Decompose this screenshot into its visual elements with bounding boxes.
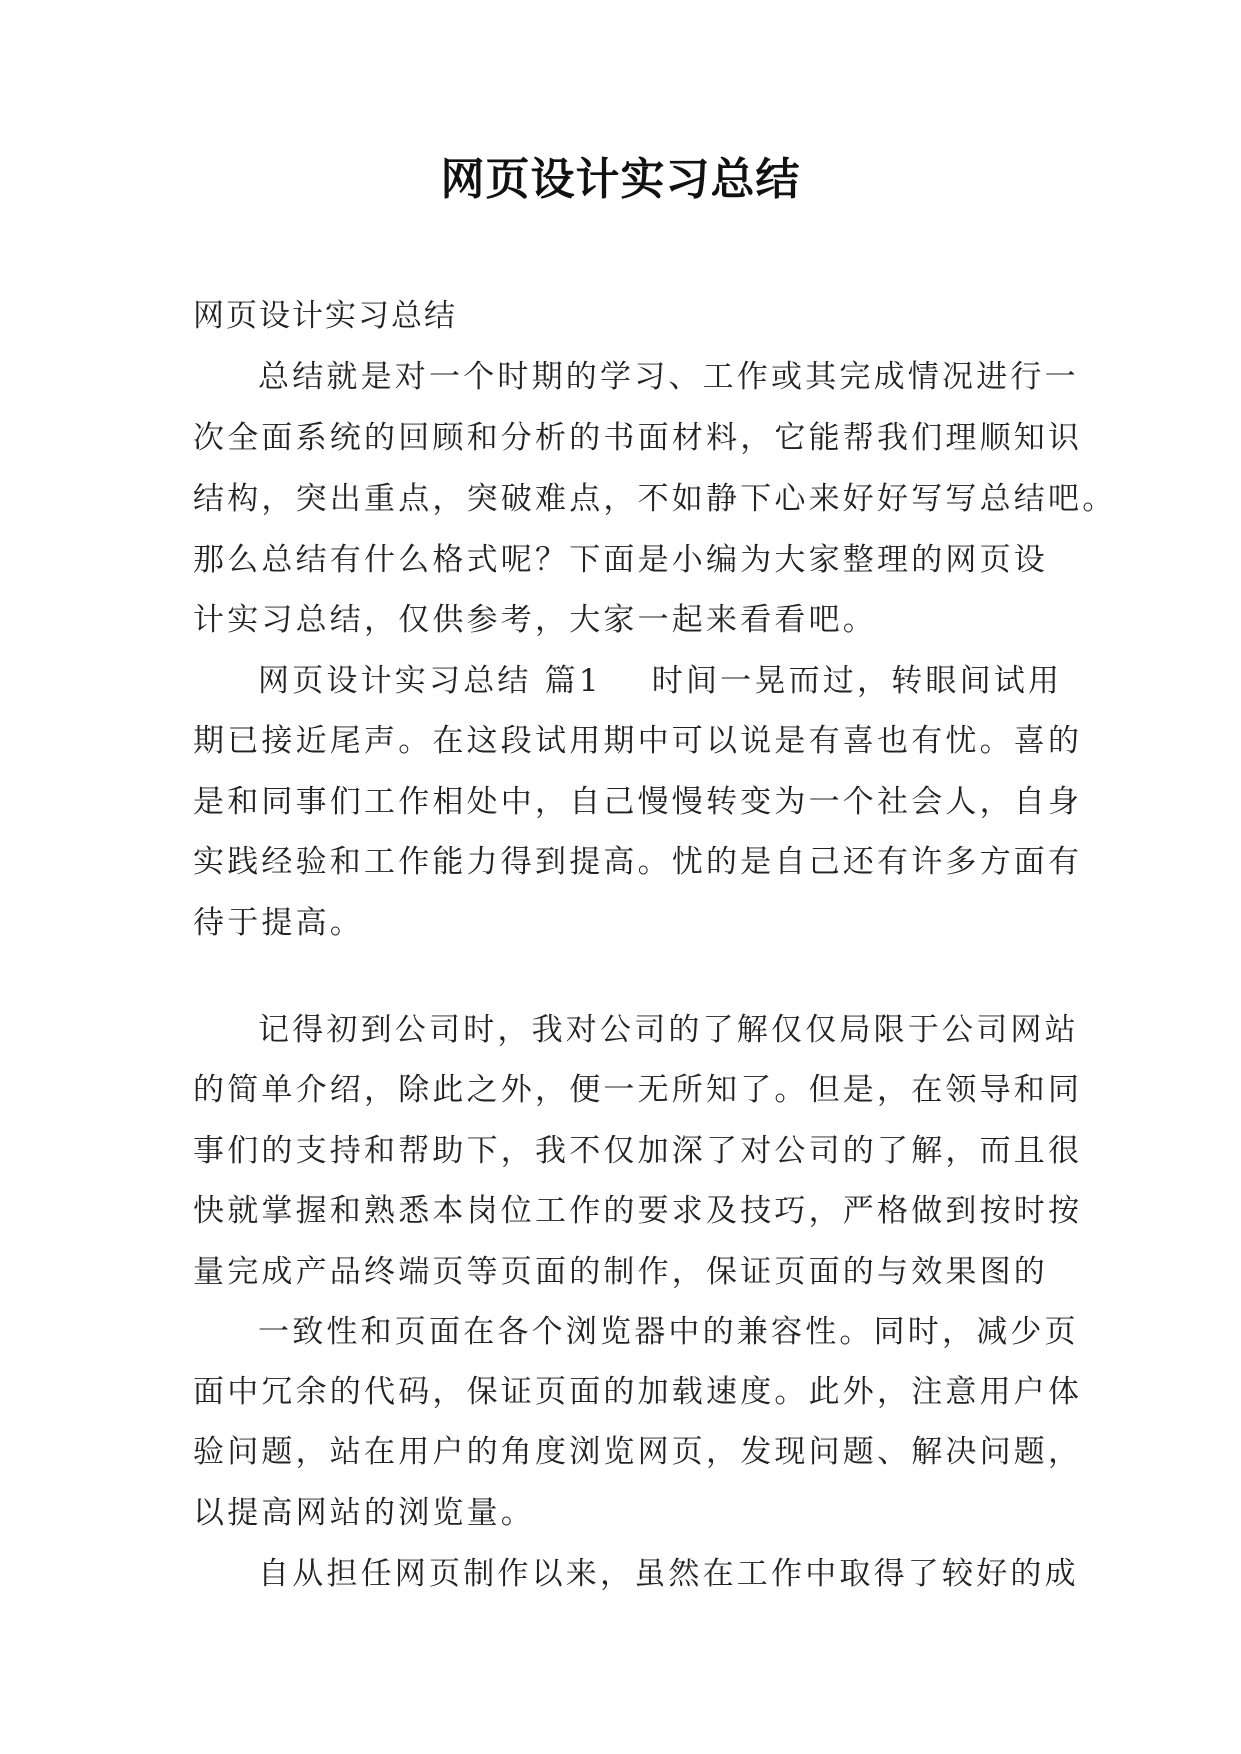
paragraph-line: 面中冗余的代码，保证页面的加载速度。此外，注意用户体 — [193, 1374, 1083, 1410]
paragraph-line: 一致性和页面在各个浏览器中的兼容性。同时，减少页 — [258, 1314, 1079, 1350]
paragraph-line: 验问题，站在用户的角度浏览网页，发现问题、解决问题， — [193, 1434, 1083, 1470]
paragraph-line: 快就掌握和熟悉本岗位工作的要求及技巧，严格做到按时按 — [193, 1193, 1083, 1229]
paragraph-line: 是和同事们工作相处中，自己慢慢转变为一个社会人，自身 — [193, 784, 1083, 820]
paragraph-line: 期已接近尾声。在这段试用期中可以说是有喜也有忧。喜的 — [193, 723, 1083, 759]
paragraph-line: 总结就是对一个时期的学习、工作或其完成情况进行一 — [258, 359, 1079, 395]
paragraph-line: 实践经验和工作能力得到提高。忧的是自己还有许多方面有 — [193, 844, 1083, 880]
document-subtitle: 网页设计实习总结 — [193, 298, 457, 334]
paragraph-line: 待于提高。 — [193, 905, 364, 941]
paragraph-line: 次全面系统的回顾和分析的书面材料，它能帮我们理顺知识 — [193, 420, 1083, 456]
paragraph-line: 以提高网站的浏览量。 — [193, 1495, 535, 1531]
section-heading: 网页设计实习总结 篇1 — [258, 663, 602, 699]
paragraph-line: 记得初到公司时，我对公司的了解仅仅局限于公司网站 — [258, 1012, 1079, 1048]
paragraph-line: 计实习总结，仅供参考，大家一起来看看吧。 — [193, 602, 877, 638]
paragraph-line: 那么总结有什么格式呢？下面是小编为大家整理的网页设 — [193, 542, 1048, 578]
paragraph-line-text: 时间一晃而过，转眼间试用 — [651, 663, 1063, 699]
document-title: 网页设计实习总结 — [440, 154, 801, 205]
paragraph-line: 事们的支持和帮助下，我不仅加深了对公司的了解，而且很 — [193, 1133, 1083, 1169]
paragraph-line: 量完成产品终端页等页面的制作，保证页面的与效果图的 — [193, 1254, 1048, 1290]
paragraph-line: 的简单介绍，除此之外，便一无所知了。但是，在领导和同 — [193, 1072, 1083, 1108]
paragraph-first-line — [258, 661, 1073, 701]
paragraph-line: 结构，突出重点，突破难点，不如静下心来好好写写总结吧。 — [193, 481, 1117, 517]
paragraph-line: 自从担任网页制作以来，虽然在工作中取得了较好的成 — [258, 1556, 1079, 1592]
